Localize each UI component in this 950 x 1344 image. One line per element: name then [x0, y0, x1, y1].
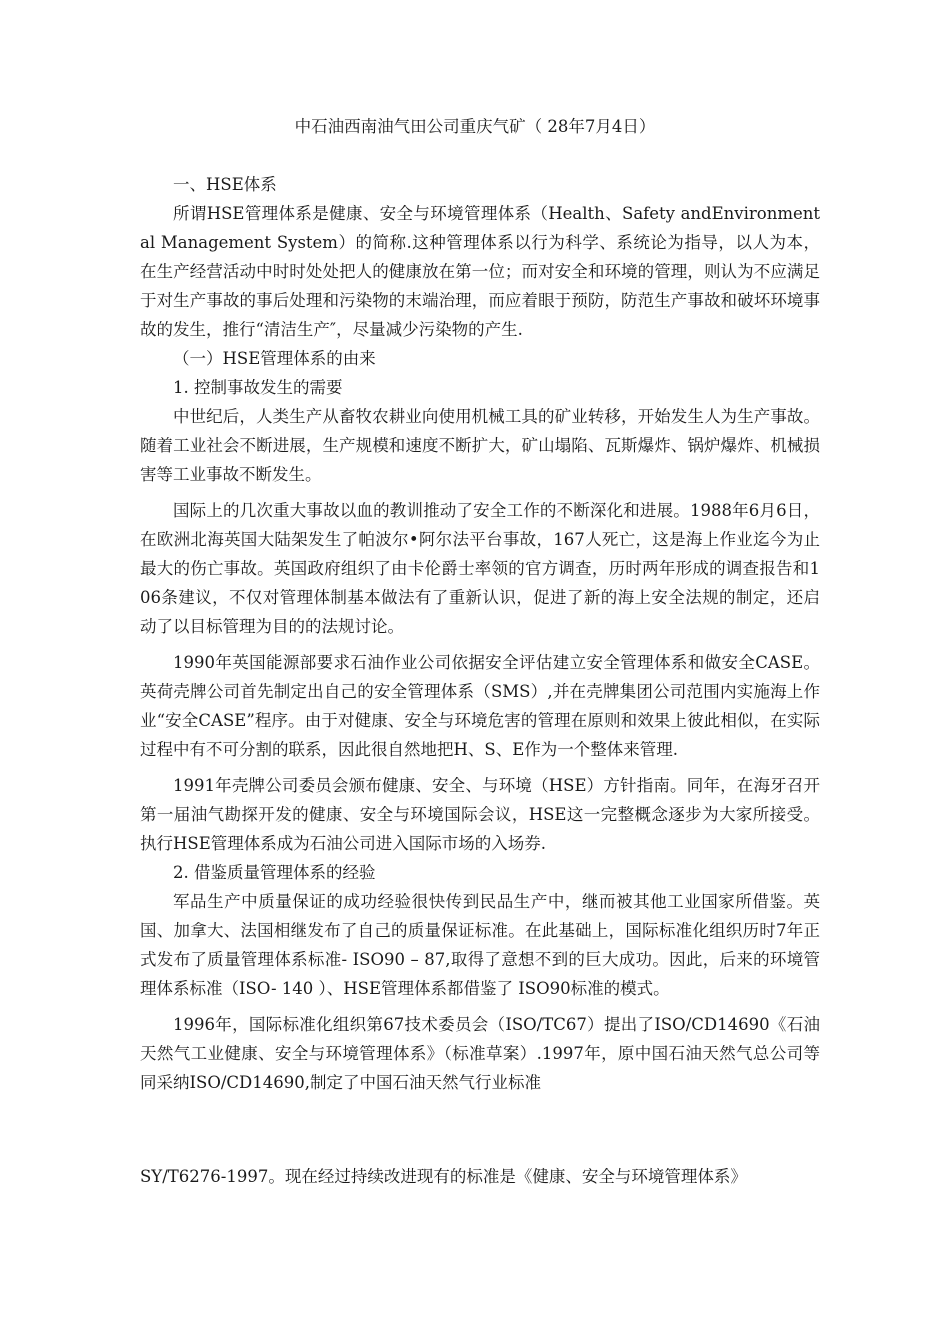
paragraph-1990-energy: 1990年英国能源部要求石油作业公司依据安全评估建立安全管理体系和做安全CASE。英荷壳牌公司首先制定出自己的安全管理体系（SMS）,并在壳牌集团公司范围内实施海上作业“安全CASE”程序。由于对健康、安全与环境危害的管理在原则和效果上彼此相似，在实际过程中有不可分割的联系，因此很自然地把H、S、E作为一个整体来管理. [140, 653, 820, 759]
paragraph-middle-ages: 中世纪后，人类生产从畜牧农耕业向使用机械工具的矿业转移，开始发生人为生产事故。随着工业社会不断进展，生产规模和速度不断扩大，矿山塌陷、瓦斯爆炸、锅炉爆炸、机械损害等工业事故不断发生。 [140, 407, 820, 484]
item-heading-quality-system: 2. 借鉴质量管理体系的经验 [173, 863, 376, 882]
paragraph-1996-iso: 1996年，国际标准化组织第67技术委员会（ISO/TC67）提出了ISO/CD14690《石油天然气工业健康、安全与环境管理体系》（标准草案）.1997年，原中国石油天然气总公司等同采纳ISO/CD14690,制定了中国石油天然气行业标准 [140, 1015, 820, 1092]
paragraph-1991-shell: 1991年壳牌公司委员会颁布健康、安全、与环境（HSE）方针指南。同年，在海牙召开第一届油气勘探开发的健康、安全与环境国际会议，HSE这一完整概念逐步为大家所接受。执行HSE管理体系成为石油公司进入国际市场的入场券. [140, 776, 820, 853]
paragraph-hse-definition: 所谓HSE管理体系是健康、安全与环境管理体系（Health、Safety andEnvironmental Management System）的简称.这种管理体系以行为科学、系统论为指导，以人为本，在生产经营活动中时时处处把人的健康放在第一位；而对安全和环境的管理，则认为不应满足于对生产事故的事后处理和污染物的末端治理，而应着眼于预防，防范生产事故和破坏环境事故的发生，推行“清洁生产″，尽量减少污染物的产生. [140, 204, 820, 339]
document-body [140, 170, 820, 1097]
paragraph-major-accidents: 国际上的几次重大事故以血的教训推动了安全工作的不断深化和进展。1988年6月6日，在欧洲北海英国大陆架发生了帕波尔•阿尔法平台事故，167人死亡，这是海上作业迄今为止最大的伤亡事故。英国政府组织了由卡伦爵士率领的官方调查，历时两年形成的调查报告和106条建议，不仅对管理体制基本做法有了重新认识，促进了新的海上安全法规的制定，还启动了以目标管理为目的的法规讨论。 [140, 501, 820, 636]
document-title: 中石油西南油气田公司重庆气矿（ 28年7月4日） [294, 117, 656, 136]
section-heading-hse: 一、HSE体系 [173, 175, 277, 194]
paragraph-standard-continued: SY/T6276-1997。现在经过持续改进现有的标准是《健康、安全与环境管理体系》 [140, 1167, 747, 1186]
paragraph-military-quality: 军品生产中质量保证的成功经验很快传到民品生产中，继而被其他工业国家所借鉴。英国、加拿大、法国相继发布了自己的质量保证标准。在此基础上，国际标准化组织历时7年正式发布了质量管理体系标准- ISO90 – 87,取得了意想不到的巨大成功。因此，后来的环境管理体系标准（ISO- 140 ）、HSE管理体系都借鉴了 ISO90标准的模式。 [140, 892, 820, 998]
item-heading-accident-control: 1. 控制事故发生的需要 [173, 378, 343, 397]
subsection-heading-origin: （一）HSE管理体系的由来 [173, 349, 376, 368]
